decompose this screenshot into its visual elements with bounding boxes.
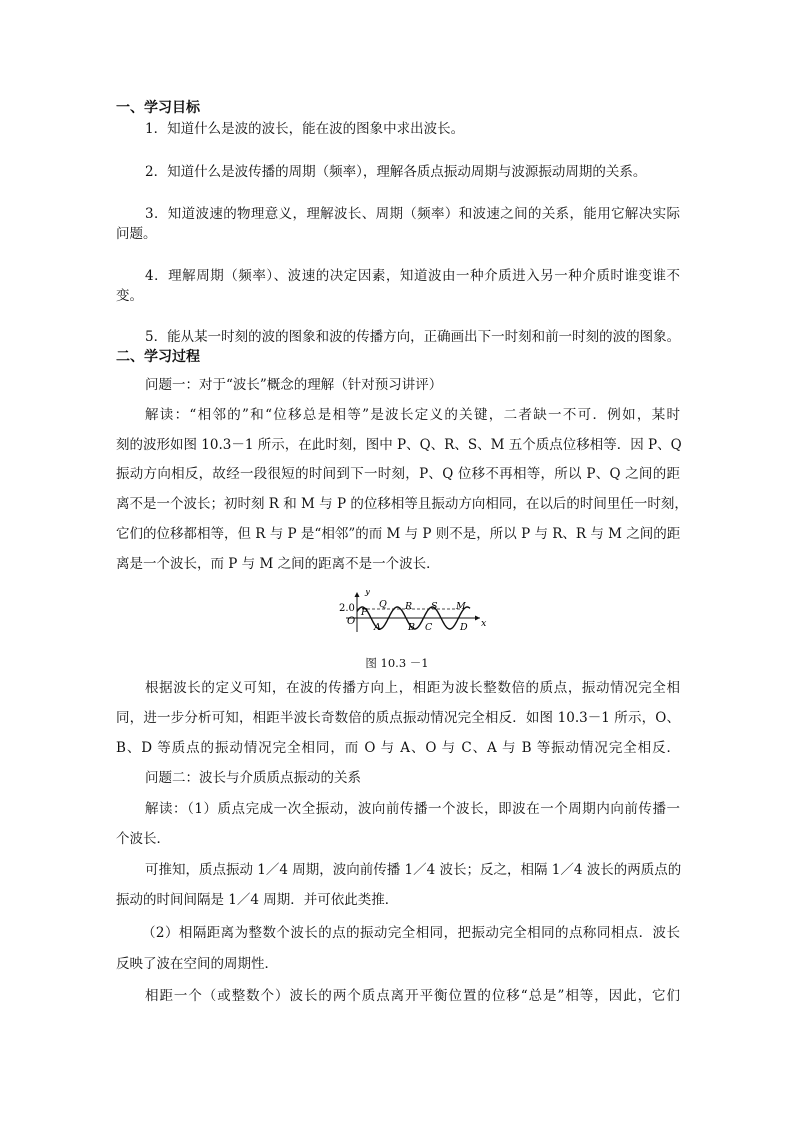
- wave-graph: [336, 590, 492, 636]
- point-label-p: P: [361, 607, 368, 618]
- goal-item-4-cont: 变。: [116, 288, 143, 304]
- question-1-title: 问题一：对于“波长”概念的理解（针对预习讲评）: [145, 377, 443, 393]
- paragraph-line: 刻的波形如图 10.3－1 所示，在此时刻，图中 P、Q、R、S、M 五个质点位移相等．因 P、Q: [116, 437, 682, 453]
- point-label-a: A: [374, 622, 381, 633]
- origin-label: O: [347, 616, 356, 627]
- paragraph-line: 相距一个（或整数个）波长的两个质点离开平衡位置的位移“总是”相等，因此，它们: [145, 988, 680, 1004]
- paragraph-line: （2）相隔距离为整数个波长的点的振动完全相同，把振动完全相同的点称同相点．波长: [142, 925, 680, 941]
- goal-item-3-cont: 问题。: [116, 226, 157, 242]
- paragraph-line: 根据波长的定义可知，在波的传播方向上，相距为波长整数倍的质点，振动情况完全相: [145, 680, 680, 696]
- point-label-d: D: [460, 622, 468, 633]
- paragraph-line: 可推知，质点振动 1／4 周期，波向前传播 1／4 波长；反之，相隔 1／4 波长的两质点的: [145, 862, 682, 878]
- y-axis-arrow: [355, 592, 360, 597]
- section-heading-process: 二、学习过程: [116, 349, 200, 365]
- x-axis-label: x: [481, 618, 487, 629]
- point-label-r: R: [405, 601, 413, 612]
- goal-item-5: 5．能从某一时刻的波的图象和波的传播方向，正确画出下一时刻和前一时刻的波的图象。: [145, 329, 681, 345]
- amplitude-label: 2.0: [339, 603, 355, 614]
- paragraph-line: 同，进一步分析可知，相距半波长奇数倍的质点振动情况完全相反．如图 10.3－1 所示，O、: [116, 710, 680, 726]
- goal-item-1: 1．知道什么是波的波长，能在波的图象中求出波长。: [145, 121, 465, 137]
- wave-figure: [336, 590, 492, 636]
- paragraph-line: 反映了波在空间的周期性．: [116, 956, 278, 972]
- paragraph-line: 解读：（1）质点完成一次全振动，波向前传播一个波长，即波在一个周期内向前传播一: [145, 801, 680, 817]
- point-label-s: S: [431, 601, 438, 612]
- goal-item-4: 4．理解周期（频率）、波速的决定因素，知道波由一种介质进入另一种介质时谁变谁不: [145, 268, 680, 284]
- x-axis-arrow: [475, 616, 480, 621]
- goal-item-3: 3．知道波速的物理意义，理解波长、周期（频率）和波速之间的关系，能用它解决实际: [145, 206, 680, 222]
- figure-caption: 图 10.3 －1: [365, 656, 429, 670]
- section-heading-goals: 一、学习目标: [116, 100, 200, 116]
- point-label-c: C: [425, 622, 433, 633]
- paragraph-line: 离不是一个波长；初时刻 R 和 M 与 P 的位移相等且振动方向相同，在以后的时间里任一时刻，: [116, 496, 688, 512]
- paragraph-line: 它们的位移都相等，但 R 与 P 是“相邻”的而 M 与 P 则不是，所以 P 与 R、R 与 M 之间的距: [116, 526, 681, 542]
- point-label-m: M: [456, 601, 466, 612]
- paragraph-line: 解读：“相邻的”和“位移总是相等”是波长定义的关键，二者缺一不可．例如，某时: [145, 407, 680, 423]
- paragraph-line: 个波长．: [116, 831, 170, 847]
- paragraph-line: B、D 等质点的振动情况完全相同，而 O 与 A、O 与 C、A 与 B 等振动情况完全相反．: [116, 740, 680, 756]
- paragraph-line: 振动的时间间隔是 1／4 周期．并可依此类推．: [116, 892, 399, 908]
- goal-item-2: 2．知道什么是波传播的周期（频率），理解各质点振动周期与波源振动周期的关系。: [145, 164, 647, 180]
- point-label-b: B: [408, 622, 415, 633]
- paragraph-line: 离是一个波长，而 P 与 M 之间的距离不是一个波长．: [116, 556, 440, 572]
- question-2-title: 问题二：波长与介质质点振动的关系: [145, 770, 361, 786]
- y-axis-label: y: [365, 590, 371, 597]
- point-label-q: Q: [379, 599, 387, 610]
- paragraph-line: 振动方向相反，故经一段很短的时间到下一时刻，P、Q 位移不再相等，所以 P、Q 之间的距: [116, 466, 680, 482]
